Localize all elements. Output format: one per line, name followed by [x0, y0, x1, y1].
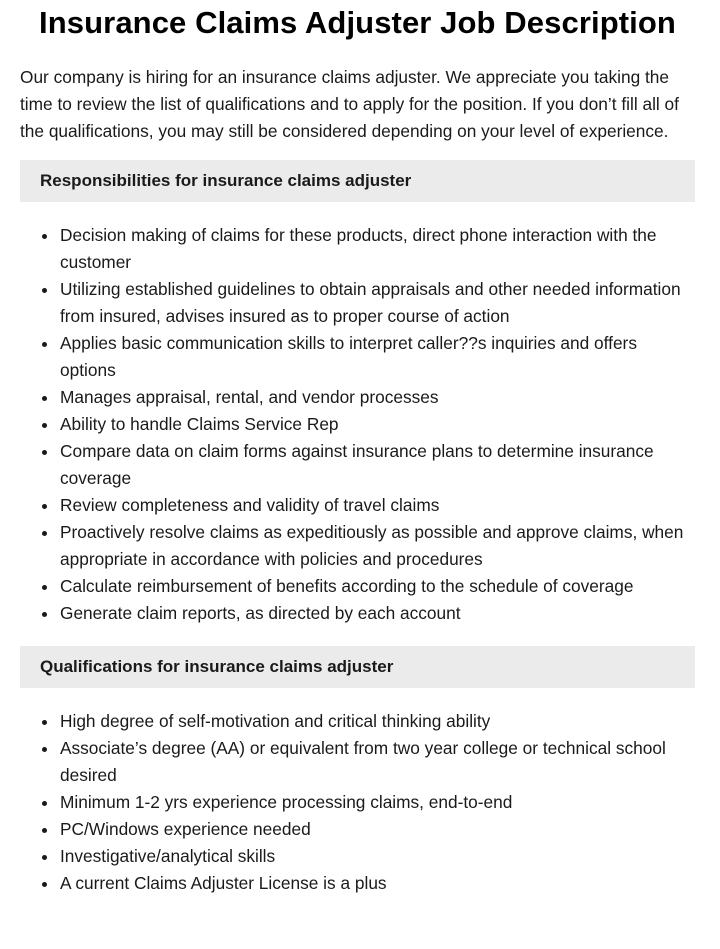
bullet-icon [42, 720, 47, 725]
list-item-text: Manages appraisal, rental, and vendor processes [60, 387, 439, 407]
list-item [20, 816, 695, 843]
list-item [20, 519, 695, 573]
list-item [20, 492, 695, 519]
bullet-icon [42, 234, 47, 239]
bullet-icon [42, 585, 47, 590]
list-item [20, 384, 695, 411]
list-item-text: Applies basic communication skills to interpret caller??s inquiries and offers options [60, 333, 637, 380]
list-item [20, 222, 695, 276]
responsibilities-list [20, 222, 695, 627]
list-item-text: Compare data on claim forms against insurance plans to determine insurance coverage [60, 441, 654, 488]
bullet-icon [42, 342, 47, 347]
responsibilities-heading: Responsibilities for insurance claims adjuster [20, 160, 695, 202]
bullet-icon [42, 855, 47, 860]
list-item [20, 600, 695, 627]
list-item [20, 708, 695, 735]
list-item [20, 438, 695, 492]
bullet-icon [42, 801, 47, 806]
section-divider [20, 627, 695, 631]
bullet-icon [42, 423, 47, 428]
list-item [20, 735, 695, 789]
list-item [20, 276, 695, 330]
bullet-icon [42, 612, 47, 617]
list-item-text: Minimum 1-2 yrs experience processing claims, end-to-end [60, 792, 513, 812]
list-item-text: Review completeness and validity of travel claims [60, 495, 440, 515]
list-item-text: Calculate reimbursement of benefits according to the schedule of coverage [60, 576, 634, 596]
bullet-icon [42, 396, 47, 401]
list-item-text: A current Claims Adjuster License is a plus [60, 873, 387, 893]
bullet-icon [42, 747, 47, 752]
list-item-text: Utilizing established guidelines to obtain appraisals and other needed information from insured, advises insured as to proper course of action [60, 279, 681, 326]
bullet-icon [42, 504, 47, 509]
list-item-text: Proactively resolve claims as expeditiously as possible and approve claims, when appropriate in accordance with policies and procedures [60, 522, 684, 569]
qualifications-heading: Qualifications for insurance claims adjuster [20, 646, 695, 688]
list-item-text: Investigative/analytical skills [60, 846, 276, 866]
list-item [20, 789, 695, 816]
list-item-text: Associate’s degree (AA) or equivalent from two year college or technical school desired [60, 738, 666, 785]
qualifications-list [20, 708, 695, 897]
list-item-text: Decision making of claims for these products, direct phone interaction with the customer [60, 225, 657, 272]
intro-paragraph: Our company is hiring for an insurance claims adjuster. We appreciate you taking the time to review the list of qualifications and to apply for the position. If you don’t fill all of the qualifications, you may still be considered depending on your level of experience. [20, 67, 679, 141]
bullet-icon [42, 882, 47, 887]
list-item-text: High degree of self-motivation and critical thinking ability [60, 711, 491, 731]
responsibilities-section [20, 160, 695, 627]
bullet-icon [42, 531, 47, 536]
list-item [20, 330, 695, 384]
bullet-icon [42, 828, 47, 833]
bullet-icon [42, 450, 47, 455]
list-item-text: Ability to handle Claims Service Rep [60, 414, 339, 434]
qualifications-section [20, 646, 695, 897]
list-item [20, 870, 695, 897]
list-item [20, 573, 695, 600]
list-item [20, 843, 695, 870]
list-item [20, 411, 695, 438]
list-item-text: PC/Windows experience needed [60, 819, 311, 839]
bullet-icon [42, 288, 47, 293]
page-title: Insurance Claims Adjuster Job Description [39, 5, 676, 40]
list-item-text: Generate claim reports, as directed by each account [60, 603, 461, 623]
